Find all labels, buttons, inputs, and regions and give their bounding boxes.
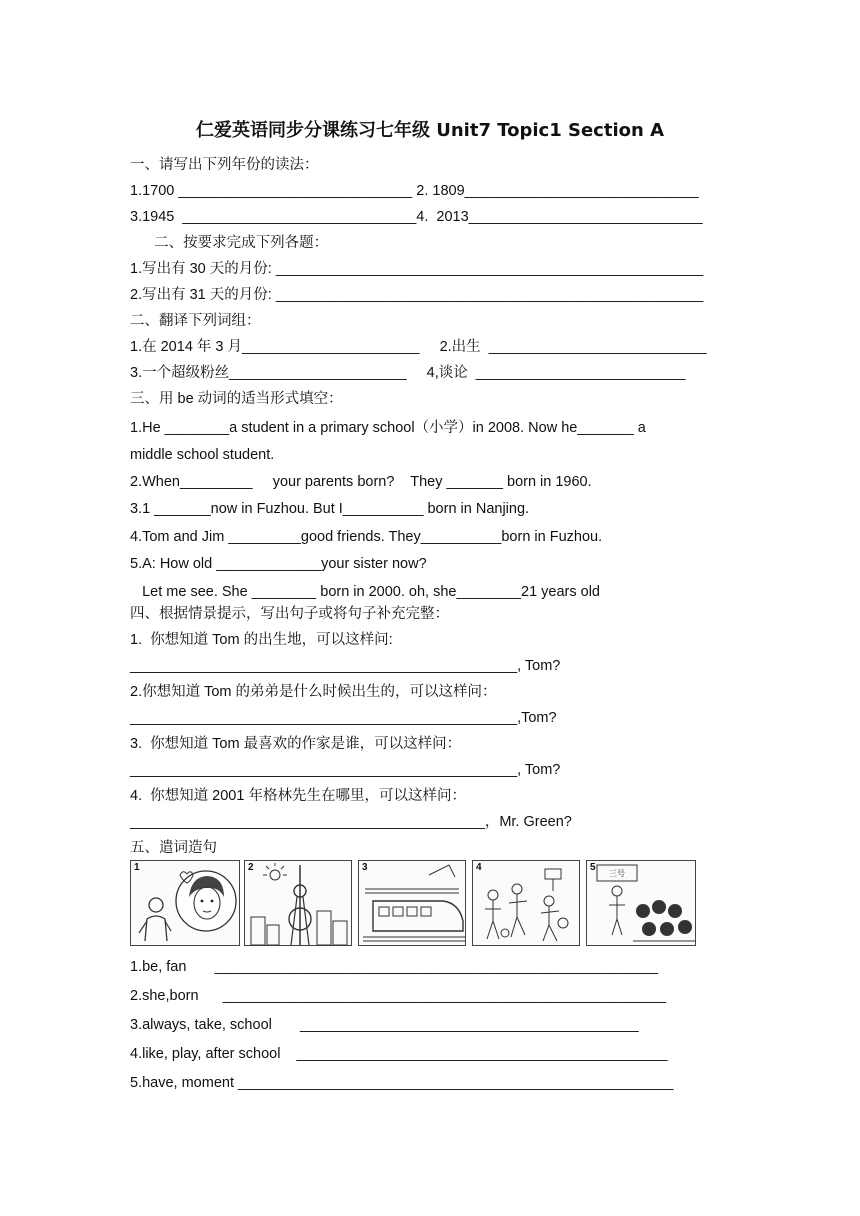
- classroom-illustration: [587, 861, 697, 947]
- translate-line-1: 1.在 2014 年 3 月______________________ 2.出生 ___________________________: [130, 339, 707, 355]
- sentence-5: 5.have, moment ______________________________________________________: [130, 1075, 674, 1091]
- scene-q4: 4. 你想知道 2001 年格林先生在哪里，可以这样问：: [130, 788, 466, 804]
- month-line-2: 2.写出有 31 天的月份: _____________________________________________________: [130, 287, 704, 303]
- picture-5-class: [586, 860, 696, 946]
- picture-number: 4: [476, 862, 482, 873]
- be-q1: 1.He ________a student in a primary school（小学）in 2008. Now he_______ a: [130, 420, 646, 436]
- picture-2-city: [244, 860, 352, 946]
- be-q2: 2.When_________ your parents born? They _______ born in 1960.: [130, 474, 592, 490]
- scene-q1-answer: ________________________________________________, Tom?: [130, 658, 561, 674]
- month-line-1: 1.写出有 30 天的月份: _____________________________________________________: [130, 261, 704, 277]
- fan-illustration: [131, 861, 241, 947]
- be-q4: 4.Tom and Jim _________good friends. They__________born in Fuzhou.: [130, 529, 603, 545]
- picture-number: 5: [590, 862, 596, 873]
- translate-heading: 二、翻译下列词组：: [130, 313, 261, 329]
- section-2-heading: 二、按要求完成下列各题：: [130, 235, 329, 251]
- scene-q3-answer: ________________________________________________, Tom?: [130, 762, 561, 778]
- children-playing-illustration: [473, 861, 581, 947]
- page-title: 仁爱英语同步分课练习七年级 Unit7 Topic1 Section A: [195, 120, 665, 141]
- section-4-heading: 四、根据情景提示，写出句子或将句子补充完整：: [130, 606, 449, 622]
- scene-q4-answer: ____________________________________________，Mr. Green?: [130, 814, 572, 830]
- section-3-heading: 三、用 be 动词的适当形式填空：: [130, 391, 343, 407]
- year-line-2: 3.1945 _____________________________4. 2013_____________________________: [130, 209, 703, 225]
- sentence-4: 4.like, play, after school ______________________________________________: [130, 1046, 668, 1062]
- picture-1-fan: [130, 860, 240, 946]
- picture-4-play: [472, 860, 580, 946]
- picture-number: 2: [248, 862, 254, 873]
- train-illustration: [359, 861, 467, 947]
- be-q5: 5.A: How old _____________your sister now?: [130, 556, 427, 572]
- city-tower-illustration: [245, 861, 353, 947]
- section-5-heading: 五、遣词造句: [130, 840, 217, 856]
- section-1-heading: 一、请写出下列年份的读法：: [130, 157, 319, 173]
- year-line-1: 1.1700 _____________________________ 2. 1809_____________________________: [130, 183, 699, 199]
- scene-q1: 1. 你想知道 Tom 的出生地，可以这样问:: [130, 632, 393, 648]
- be-q1-cont: middle school student.: [130, 447, 275, 463]
- picture-number: 3: [362, 862, 368, 873]
- blackboard-label: 三号: [609, 869, 625, 878]
- sentence-2: 2.she,born _______________________________________________________: [130, 988, 667, 1004]
- sentence-1: 1.be, fan _______________________________________________________: [130, 959, 659, 975]
- scene-q2: 2.你想知道 Tom 的弟弟是什么时候出生的，可以这样问：: [130, 684, 497, 700]
- picture-number: 1: [134, 862, 140, 873]
- scene-q2-answer: ________________________________________________,Tom?: [130, 710, 557, 726]
- translate-line-2: 3.一个超级粉丝______________________ 4,谈论 __________________________: [130, 365, 686, 381]
- sentence-3: 3.always, take, school __________________________________________: [130, 1017, 639, 1033]
- be-q3: 3.1 _______now in Fuzhou. But I__________ born in Nanjing.: [130, 501, 530, 517]
- picture-3-train: [358, 860, 466, 946]
- be-q5-cont: Let me see. She ________ born in 2000. oh, she________21 years old: [130, 584, 600, 600]
- picture-strip: [130, 860, 696, 946]
- scene-q3: 3. 你想知道 Tom 最喜欢的作家是谁，可以这样问：: [130, 736, 462, 752]
